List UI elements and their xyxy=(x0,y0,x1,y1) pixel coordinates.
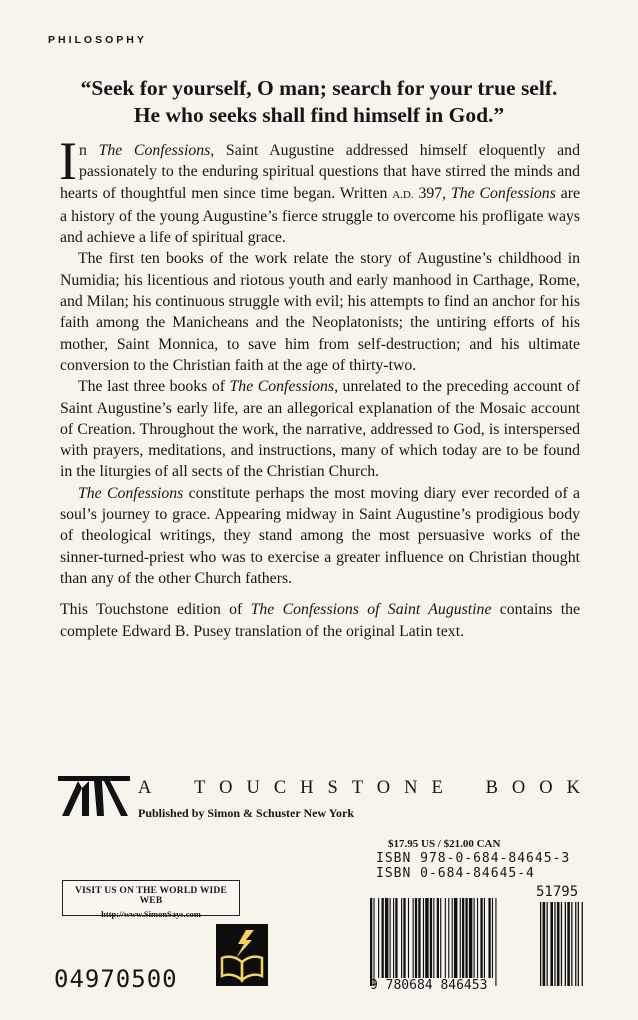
imprint-word-a: A xyxy=(138,778,166,798)
isbn-10: ISBN 0-684-84645-4 xyxy=(376,866,535,881)
paragraph-2: The first ten books of the work relate the story of Augustine’s childhood in Numidia; his licentious and riotous youth and early manhood in Carthage, Rome, and Milan; his continuous struggle with evil; his attempts to find an anchor for his faith among the Manicheans and the Neoplatonists; the untiring efforts of his mother, Saint Monnica, to save him from self-destruction; and his ultimate conversion to the Christian faith at the age of thirty-two. xyxy=(60,250,580,374)
website-url[interactable]: http://www.SimonSays.com xyxy=(101,909,201,919)
isbn-13: ISBN 978-0-684-84645-3 xyxy=(376,851,571,866)
drop-cap: I xyxy=(59,131,77,191)
price-label: $17.95 US / $21.00 CAN xyxy=(388,838,501,850)
paragraph-4: The Confessions constitute perhaps the most moving diary ever recorded of a soul’s journey to grace. Appearing midway in Saint Augustine’s prodigious body of theological writings, they stand among the most persuasive works of the sinner-turned-priest who was to exercise a greater influence on Christian thought than any of the other Church fathers. xyxy=(60,484,580,587)
paragraph-5: This Touchstone edition of The Confessions of Saint Augustine contains the complete Edward B. Pusey translation of the original Latin text. xyxy=(60,601,580,640)
touchstone-imprint xyxy=(138,778,594,799)
imprint-word-book: BOOK xyxy=(485,778,594,798)
description-body xyxy=(59,131,580,642)
epigraph-line-1: “Seek for yourself, O man; search for your true self. xyxy=(80,76,558,100)
paragraph-3: The last three books of The Confessions, unrelated to the preceding account of Saint Augustine’s early life, are an allegorical explanation of the Mosaic account of Creation. Throughout the work, the narrative, addressed to God, is interspersed with prayers, meditations, and instructions, many of which today are to be found in the liturgies of all sects of the Christian Church. xyxy=(60,378,580,481)
category-label: PHILOSOPHY xyxy=(48,34,147,46)
open-book-logo-icon xyxy=(216,924,268,986)
website-box xyxy=(62,880,240,919)
touchstone-logo-icon xyxy=(58,776,130,816)
epigraph-line-2: He who seeks shall find himself in God.” xyxy=(133,103,505,127)
catalog-code: 04970500 xyxy=(54,965,178,993)
imprint-word-touchstone: TOUCHSTONE xyxy=(194,778,457,798)
price-supplement-code: 51795 xyxy=(536,884,579,900)
barcode-digits: 9 780684 846453 xyxy=(370,978,488,993)
website-title: VISIT US ON THE WORLD WIDE WEB xyxy=(74,886,228,906)
paragraph-1: In The Confessions, Saint Augustine addressed himself eloquently and passionately to the enduring spiritual questions that have stirred the minds and hearts of thoughtful men since time began. Written A.D. 397, The Confessions are a history of the young Augustine’s fierce struggle to overcome his profligate ways and achieve a life of spiritual grace. xyxy=(59,131,580,247)
publisher-line: Published by Simon & Schuster New York xyxy=(138,806,355,820)
